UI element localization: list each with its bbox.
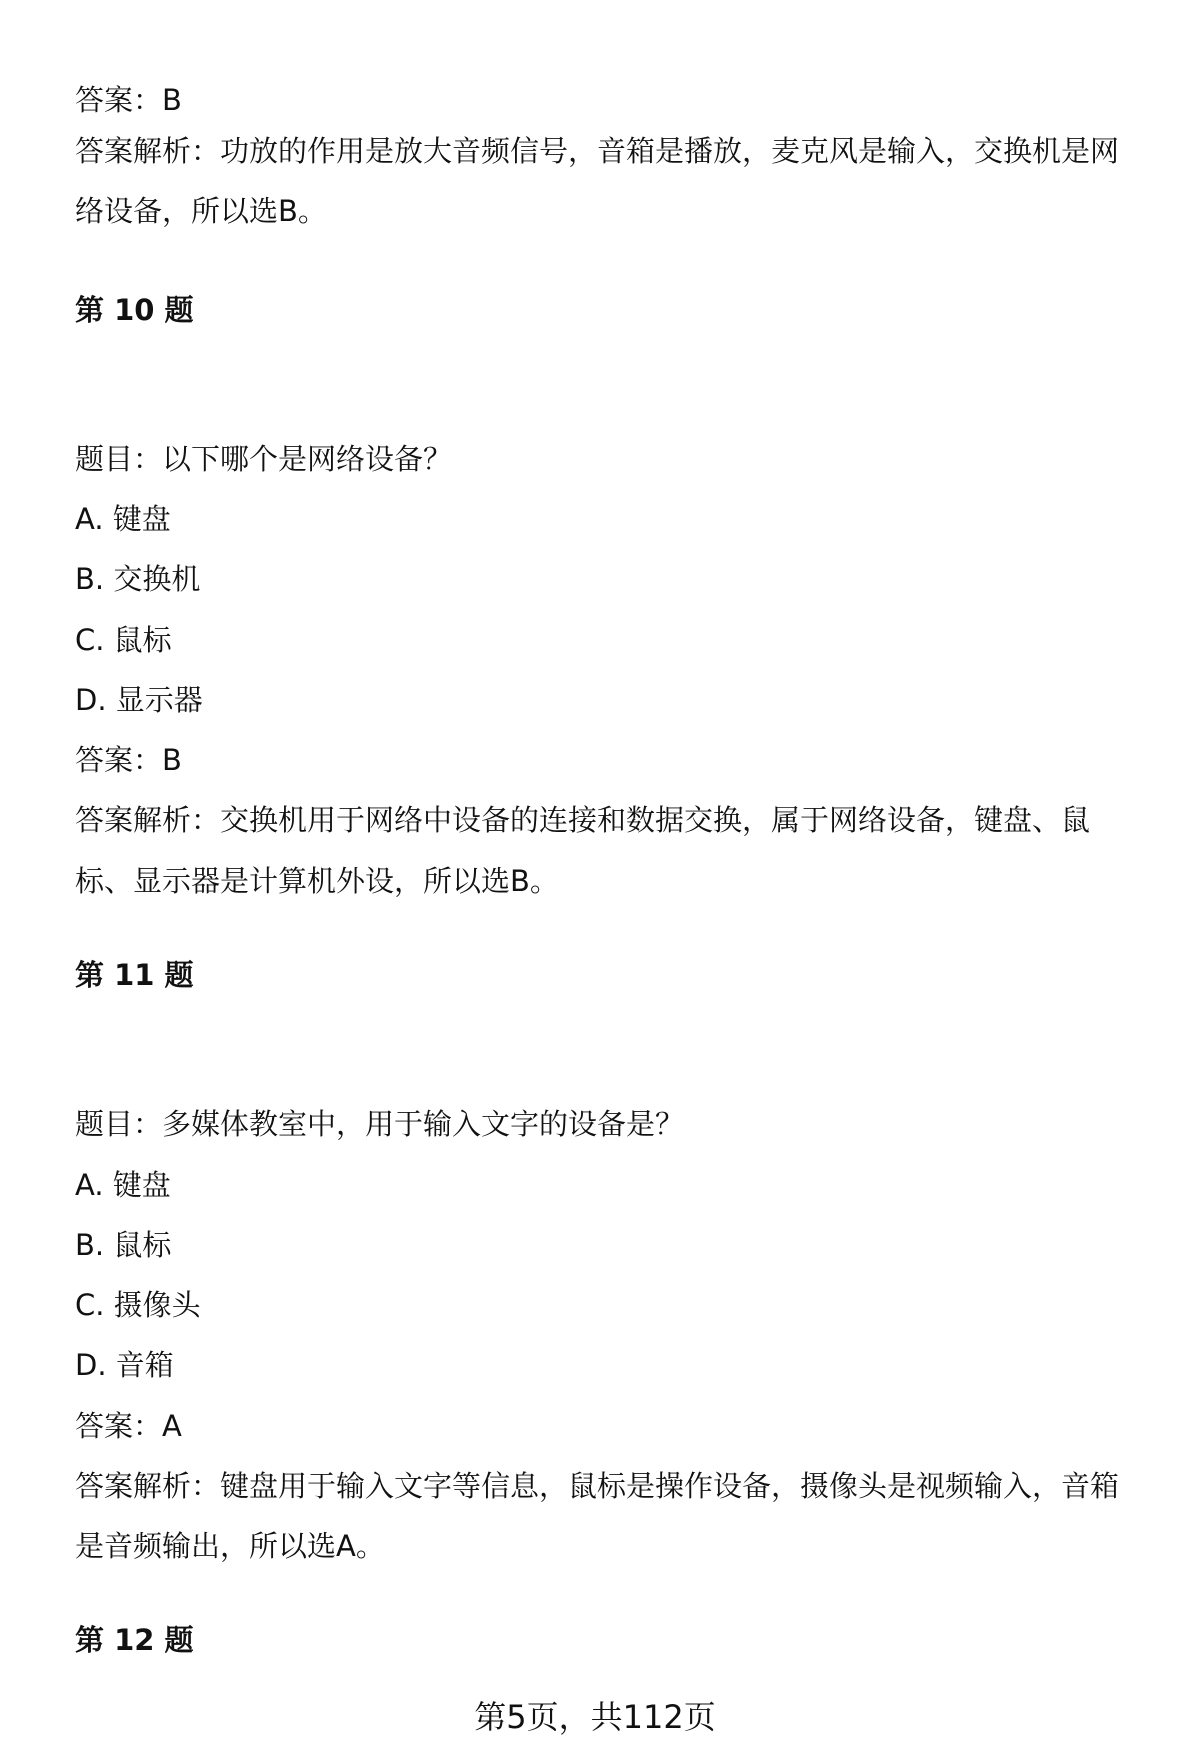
question-option: D. 显示器 bbox=[75, 683, 203, 717]
explanation-line: 答案解析：交换机用于网络中设备的连接和数据交换，属于网络设备，键盘、鼠 bbox=[75, 803, 1091, 837]
explanation-line: 标、显示器是计算机外设，所以选B。 bbox=[75, 864, 559, 898]
explanation-line: 答案解析：键盘用于输入文字等信息，鼠标是操作设备，摄像头是视频输入，音箱 bbox=[75, 1469, 1120, 1503]
question-heading: 第 12 题 bbox=[75, 1623, 194, 1657]
explanation-line: 络设备，所以选B。 bbox=[75, 194, 327, 228]
answer-line: 答案：A bbox=[75, 1409, 182, 1443]
question-option: A. 键盘 bbox=[75, 502, 171, 536]
page-number-footer: 第5页，共112页 bbox=[474, 1698, 716, 1736]
answer-line: 答案：B bbox=[75, 83, 182, 117]
question-option: B. 鼠标 bbox=[75, 1228, 172, 1262]
question-option: C. 摄像头 bbox=[75, 1288, 201, 1322]
question-heading: 第 11 题 bbox=[75, 958, 194, 992]
question-heading: 第 10 题 bbox=[75, 293, 194, 327]
explanation-line: 是音频输出，所以选A。 bbox=[75, 1529, 385, 1563]
question-option: B. 交换机 bbox=[75, 562, 201, 596]
answer-line: 答案：B bbox=[75, 743, 182, 777]
question-prompt: 题目：以下哪个是网络设备？ bbox=[75, 442, 453, 476]
question-prompt: 题目：多媒体教室中，用于输入文字的设备是？ bbox=[75, 1107, 685, 1141]
question-option: C. 鼠标 bbox=[75, 623, 172, 657]
question-option: A. 键盘 bbox=[75, 1168, 171, 1202]
explanation-line: 答案解析：功放的作用是放大音频信号，音箱是播放，麦克风是输入，交换机是网 bbox=[75, 134, 1120, 168]
question-option: D. 音箱 bbox=[75, 1348, 174, 1382]
